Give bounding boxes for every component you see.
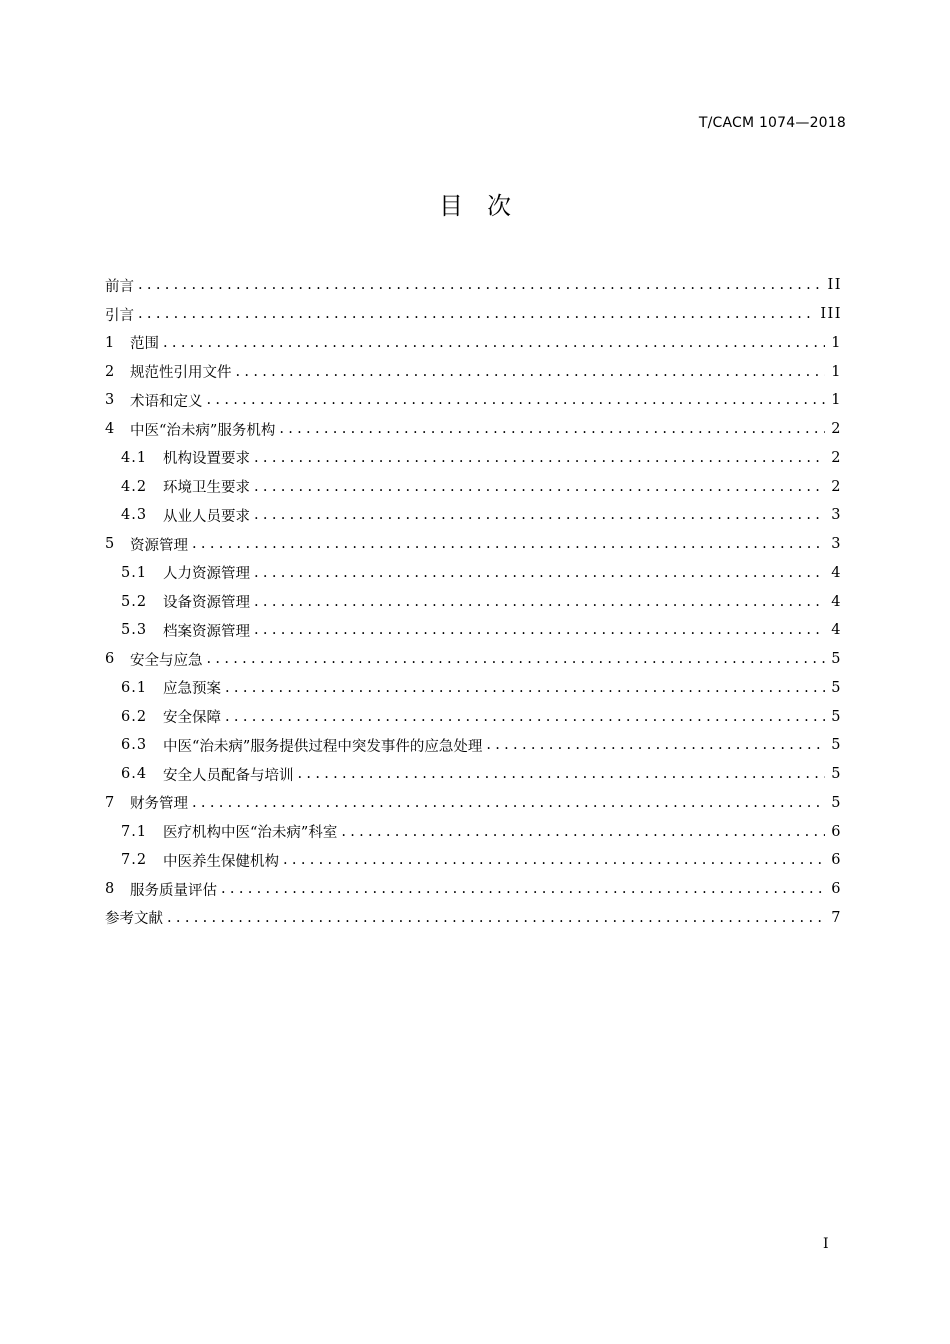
- toc-leader-dots: [138, 277, 822, 293]
- toc-entry-page: 1: [831, 392, 842, 409]
- toc-entry[interactable]: [105, 472, 842, 501]
- toc-entry-page: 5: [831, 794, 842, 811]
- toc-entry-number: 7.2: [121, 852, 148, 869]
- toc-entry[interactable]: [105, 875, 842, 904]
- toc-entry-page: 4: [831, 622, 842, 639]
- toc-entry-page: 6: [831, 881, 842, 898]
- toc-entry-number: 6.4: [121, 766, 148, 783]
- toc-entry-title: 安全人员配备与培训: [163, 767, 294, 784]
- toc-entry[interactable]: [105, 300, 842, 329]
- toc-entry[interactable]: [105, 501, 842, 530]
- toc-entry[interactable]: [105, 530, 842, 559]
- toc-entry-title: 服务质量评估: [130, 882, 217, 899]
- toc-entry[interactable]: [105, 587, 842, 616]
- toc-entry-title: 人力资源管理: [163, 566, 250, 583]
- toc-entry-page: 3: [831, 536, 842, 553]
- toc-entry[interactable]: [105, 904, 842, 933]
- toc-leader-dots: [341, 824, 825, 840]
- toc-entry-page: 4: [831, 564, 842, 581]
- toc-leader-dots: [221, 881, 825, 897]
- toc-entry-title: 从业人员要求: [163, 508, 250, 525]
- toc-entry-title: 安全保障: [163, 710, 221, 727]
- toc-leader-dots: [254, 594, 825, 610]
- toc-entry-number: 4: [105, 421, 115, 438]
- toc-entry-number: 6: [105, 651, 115, 668]
- toc-entry-page: 5: [831, 766, 842, 783]
- toc-entry[interactable]: [105, 559, 842, 588]
- toc-entry-page: 4: [831, 593, 842, 610]
- toc-entry[interactable]: [105, 386, 842, 415]
- table-of-contents: [105, 271, 842, 932]
- toc-entry-page: 2: [831, 421, 842, 438]
- toc-leader-dots: [167, 910, 825, 926]
- toc-leader-dots: [298, 766, 826, 782]
- toc-entry-title: 资源管理: [130, 537, 188, 554]
- toc-leader-dots: [138, 306, 814, 322]
- toc-entry-number: 5.3: [121, 622, 148, 639]
- toc-entry-page: III: [820, 306, 842, 323]
- toc-entry-number: 4.1: [121, 449, 148, 466]
- toc-entry-number: 6.1: [121, 679, 148, 696]
- toc-entry-title: 医疗机构中医“治未病”科室: [163, 825, 338, 842]
- toc-entry[interactable]: [105, 817, 842, 846]
- toc-entry[interactable]: [105, 616, 842, 645]
- toc-entry-page: 7: [831, 909, 842, 926]
- toc-entry-page: 5: [831, 679, 842, 696]
- page-title: 目次: [439, 192, 535, 220]
- toc-entry-number: 6.3: [121, 737, 148, 754]
- toc-entry-title: 中医“治未病”服务机构: [130, 422, 276, 439]
- toc-leader-dots: [163, 335, 825, 351]
- toc-entry-number: 6.2: [121, 708, 148, 725]
- toc-leader-dots: [207, 651, 826, 667]
- toc-entry-title: 环境卫生要求: [163, 480, 250, 497]
- toc-entry-title: 中医“治未病”服务提供过程中突发事件的应急处理: [163, 738, 483, 755]
- toc-leader-dots: [207, 392, 826, 408]
- toc-entry-number: 5.1: [121, 564, 148, 581]
- toc-entry-title: 中医养生保健机构: [163, 853, 279, 870]
- toc-entry-page: 1: [831, 363, 842, 380]
- toc-leader-dots: [486, 737, 825, 753]
- toc-entry-page: 2: [831, 478, 842, 495]
- toc-entry-title: 前言: [105, 278, 134, 295]
- toc-entry-title: 设备资源管理: [163, 595, 250, 612]
- toc-entry-number: 4.3: [121, 507, 148, 524]
- toc-entry-page: 3: [831, 507, 842, 524]
- toc-entry-number: 5: [105, 536, 115, 553]
- toc-entry-number: 7: [105, 794, 115, 811]
- toc-entry[interactable]: [105, 357, 842, 386]
- toc-leader-dots: [279, 421, 825, 437]
- toc-entry[interactable]: [105, 702, 842, 731]
- toc-entry[interactable]: [105, 674, 842, 703]
- toc-entry-title: 安全与应急: [130, 652, 203, 669]
- toc-leader-dots: [254, 479, 825, 495]
- toc-entry-page: 5: [831, 708, 842, 725]
- toc-entry[interactable]: [105, 846, 842, 875]
- toc-entry[interactable]: [105, 731, 842, 760]
- toc-entry-page: II: [827, 277, 842, 294]
- toc-entry-page: 5: [831, 651, 842, 668]
- toc-entry[interactable]: [105, 789, 842, 818]
- toc-entry-number: 5.2: [121, 593, 148, 610]
- toc-leader-dots: [236, 364, 826, 380]
- toc-entry[interactable]: [105, 645, 842, 674]
- toc-entry-number: 2: [105, 363, 115, 380]
- toc-entry-number: 8: [105, 881, 115, 898]
- toc-entry-title: 应急预案: [163, 681, 221, 698]
- toc-leader-dots: [192, 795, 825, 811]
- toc-entry[interactable]: [105, 415, 842, 444]
- toc-entry[interactable]: [105, 760, 842, 789]
- toc-leader-dots: [225, 709, 825, 725]
- toc-entry-title: 规范性引用文件: [130, 365, 232, 382]
- toc-entry-page: 1: [831, 334, 842, 351]
- document-code: T/CACM 1074—2018: [698, 115, 846, 131]
- toc-leader-dots: [192, 536, 825, 552]
- footer-page-number: I: [823, 1236, 829, 1252]
- toc-entry-page: 2: [831, 449, 842, 466]
- toc-leader-dots: [254, 507, 825, 523]
- toc-entry-number: 4.2: [121, 478, 148, 495]
- toc-entry-page: 6: [831, 823, 842, 840]
- toc-entry-title: 引言: [105, 307, 134, 324]
- toc-entry-title: 参考文献: [105, 911, 163, 928]
- toc-entry-page: 6: [831, 852, 842, 869]
- toc-entry[interactable]: [105, 444, 842, 473]
- toc-leader-dots: [225, 680, 825, 696]
- toc-leader-dots: [254, 565, 825, 581]
- toc-entry-title: 术语和定义: [130, 393, 203, 410]
- toc-entry-title: 财务管理: [130, 796, 188, 813]
- toc-entry-number: 1: [105, 334, 115, 351]
- toc-leader-dots: [283, 852, 825, 868]
- toc-entry-page: 5: [831, 737, 842, 754]
- toc-entry-title: 范围: [130, 336, 159, 353]
- toc-entry-number: 7.1: [121, 823, 148, 840]
- toc-entry[interactable]: [105, 329, 842, 358]
- toc-entry[interactable]: [105, 271, 842, 300]
- toc-leader-dots: [254, 622, 825, 638]
- toc-entry-title: 档案资源管理: [163, 623, 250, 640]
- toc-leader-dots: [254, 450, 825, 466]
- toc-entry-title: 机构设置要求: [163, 451, 250, 468]
- toc-entry-number: 3: [105, 392, 115, 409]
